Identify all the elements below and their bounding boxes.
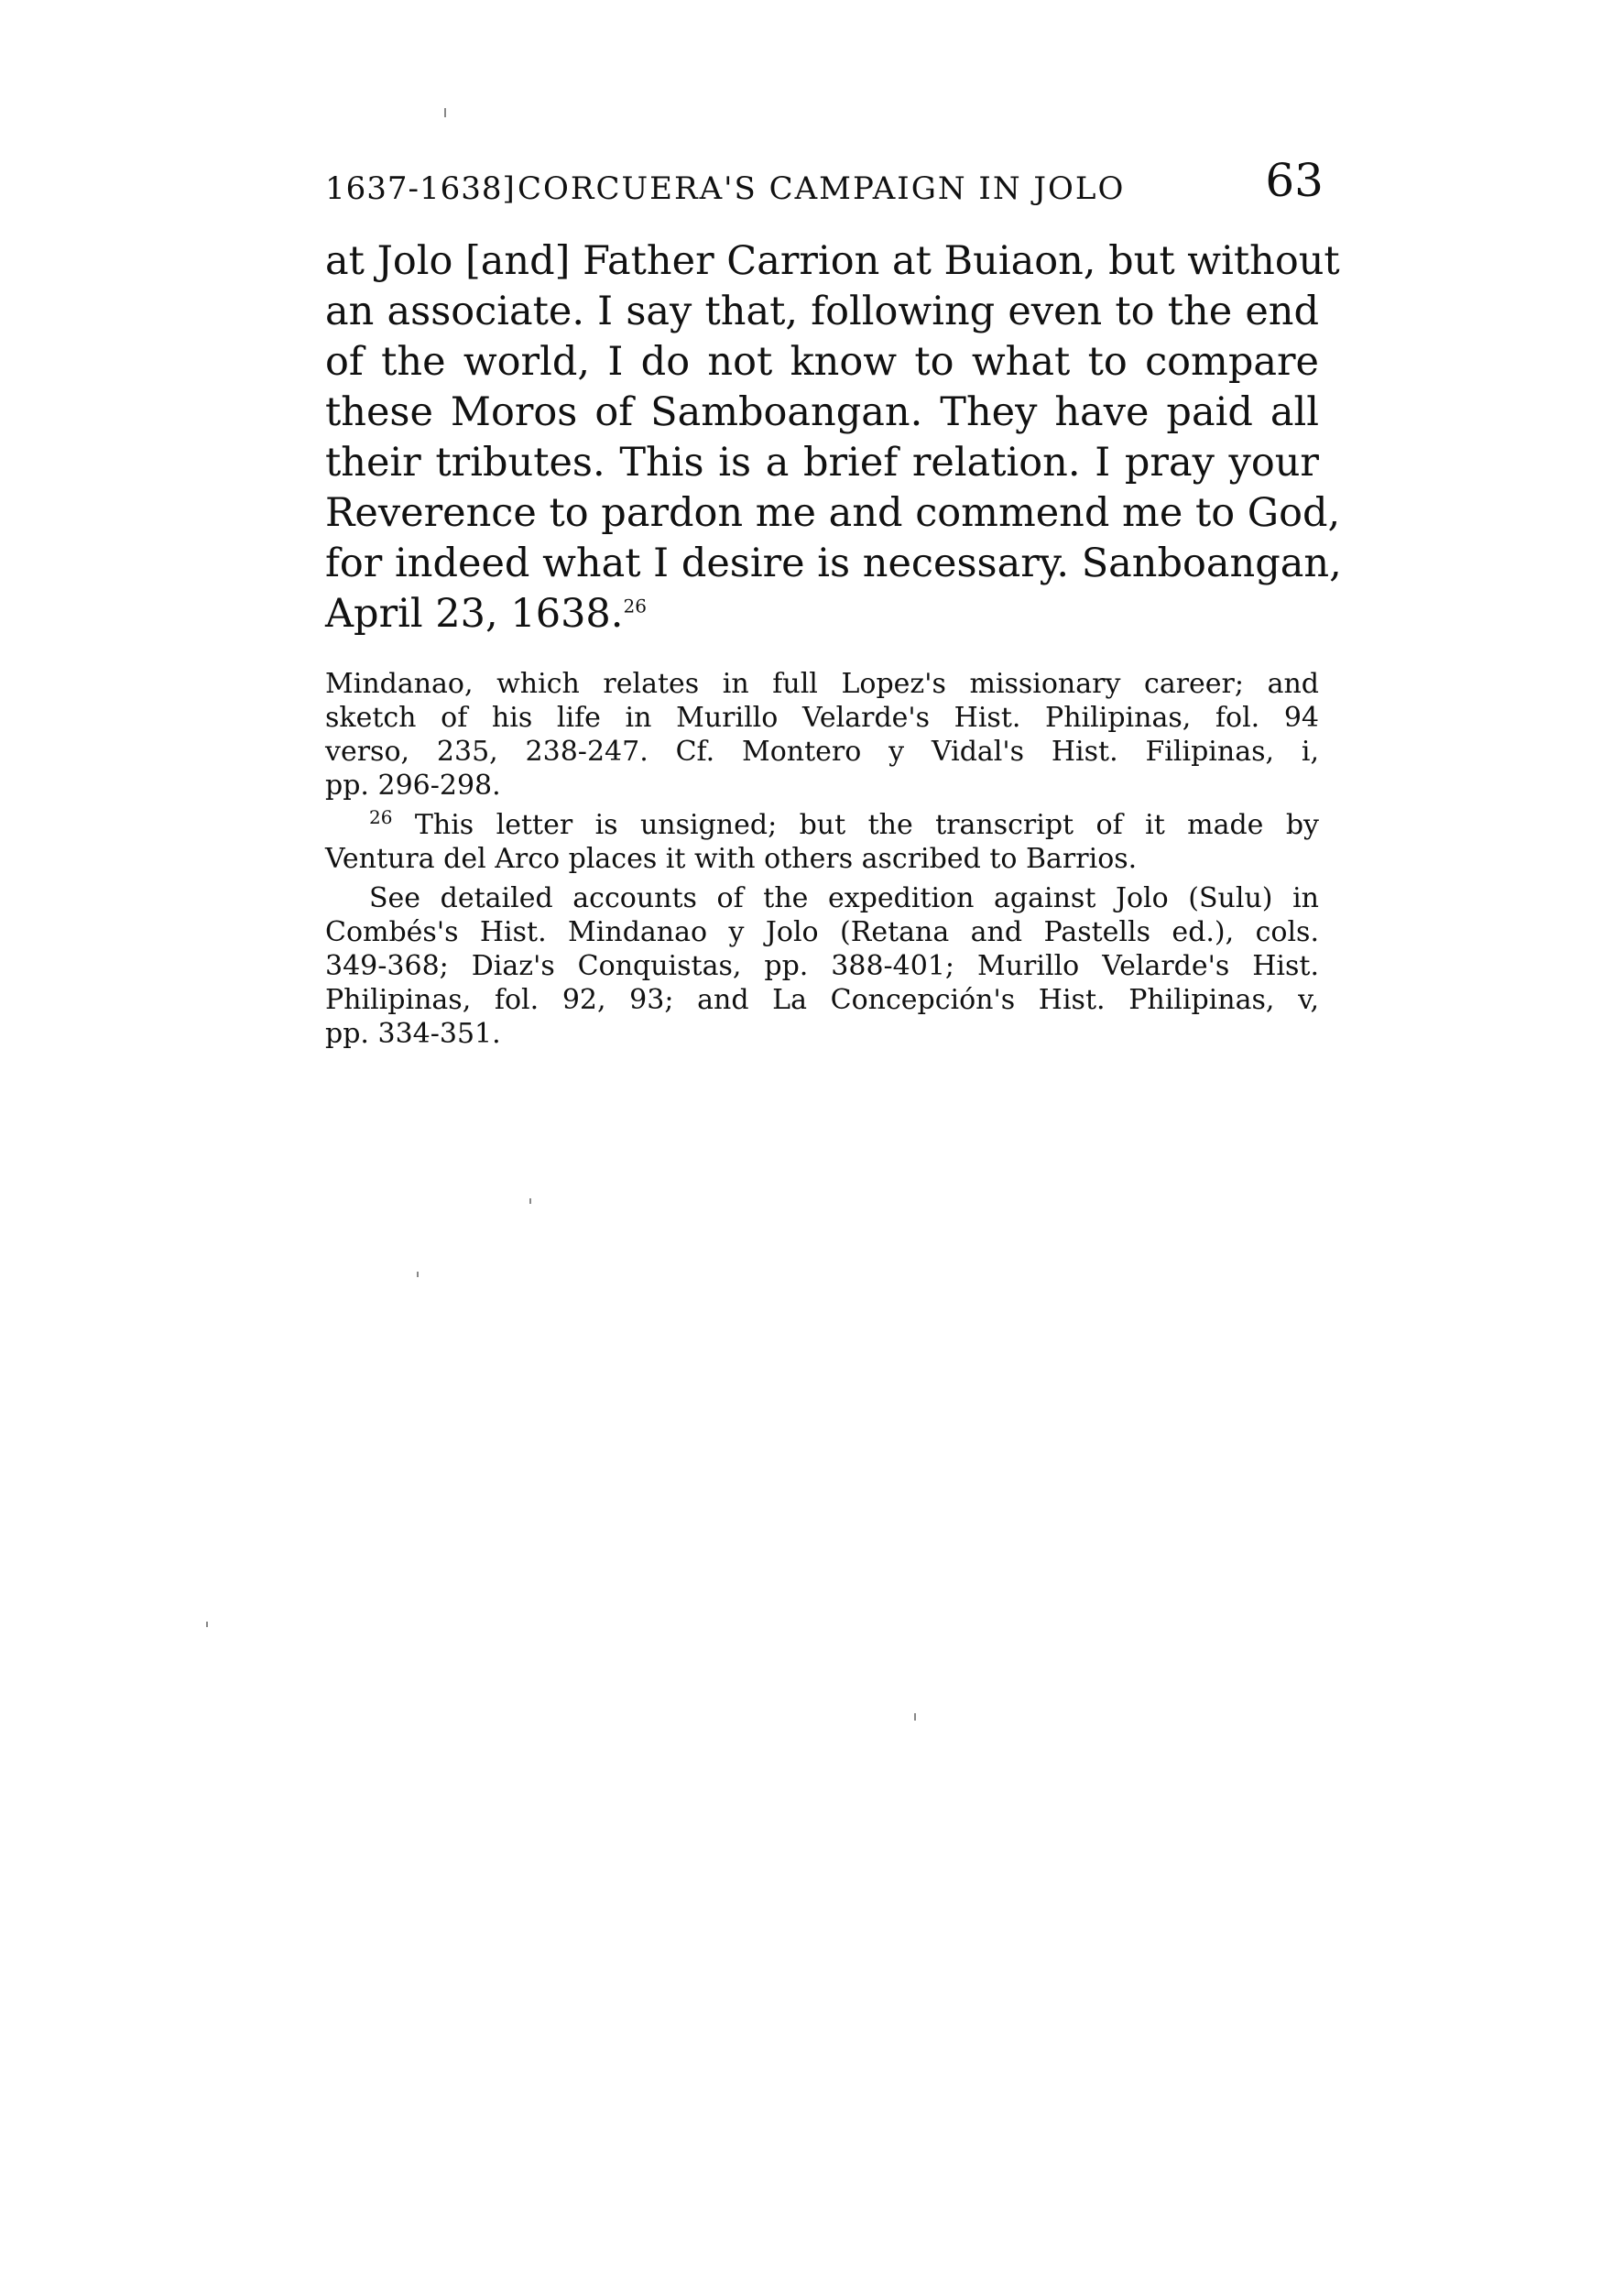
scan-speck xyxy=(914,1713,916,1721)
running-head-dates: 1637-1638] xyxy=(325,170,516,207)
footnote-see-line: pp. 334-351. xyxy=(325,1018,501,1050)
body-line-final xyxy=(325,589,1319,639)
footnote-line: pp. 296-298. xyxy=(325,770,501,802)
footnote-see-line: Combés's Hist. Mindanao y Jolo (Retana and Pastells ed.), cols. xyxy=(325,916,1319,948)
page-number: 63 xyxy=(1265,154,1324,207)
body-line: their tributes. This is a brief relation. I pray your xyxy=(325,440,1319,486)
footnotes xyxy=(325,667,1319,1051)
scan-speck xyxy=(529,1198,531,1204)
running-head xyxy=(325,154,1324,236)
footnote-see-line: Philipinas, fol. 92, 93; and La Concepción's Hist. Philipinas, v, xyxy=(325,984,1319,1016)
body-line: these Moros of Samboangan. They have paid all xyxy=(325,389,1319,435)
footnote-see-line: 349-368; Diaz's Conquistas, pp. 388-401; Murillo Velarde's Hist. xyxy=(325,950,1319,982)
footnote-marker: 26 xyxy=(369,806,393,828)
body-final-text: April 23, 1638. xyxy=(325,591,624,637)
scan-speck xyxy=(417,1272,419,1277)
body-line: an associate. I say that, following even to the end xyxy=(325,289,1319,334)
footnote-reference: 26 xyxy=(623,595,647,617)
running-head-title: CORCUERA'S CAMPAIGN IN JOLO xyxy=(518,170,1126,207)
body-line: at Jolo [and] Father Carrion at Buiaon, but without xyxy=(325,238,1340,284)
footnote-26-line xyxy=(325,808,1319,842)
main-text xyxy=(325,236,1342,639)
footnote-line: Mindanao, which relates in full Lopez's missionary career; and xyxy=(325,668,1319,700)
footnote-see-line: See detailed accounts of the expedition against Jolo (Sulu) in xyxy=(369,882,1319,914)
body-line: of the world, I do not know to what to compare xyxy=(325,339,1319,385)
footnote-26-text: This letter is unsigned; but the transcript of it made by xyxy=(414,809,1320,841)
footnote-26-line: Ventura del Arco places it with others ascribed to Barrios. xyxy=(325,843,1138,875)
footnote-line: sketch of his life in Murillo Velarde's Hist. Philipinas, fol. 94 xyxy=(325,702,1319,734)
scan-speck xyxy=(206,1622,208,1627)
scan-speck xyxy=(444,108,446,117)
body-line: for indeed what I desire is necessary. Sanboangan, xyxy=(325,541,1342,586)
body-line: Reverence to pardon me and commend me to God, xyxy=(325,490,1341,536)
footnote-line: verso, 235, 238-247. Cf. Montero y Vidal's Hist. Filipinas, i, xyxy=(325,736,1319,768)
